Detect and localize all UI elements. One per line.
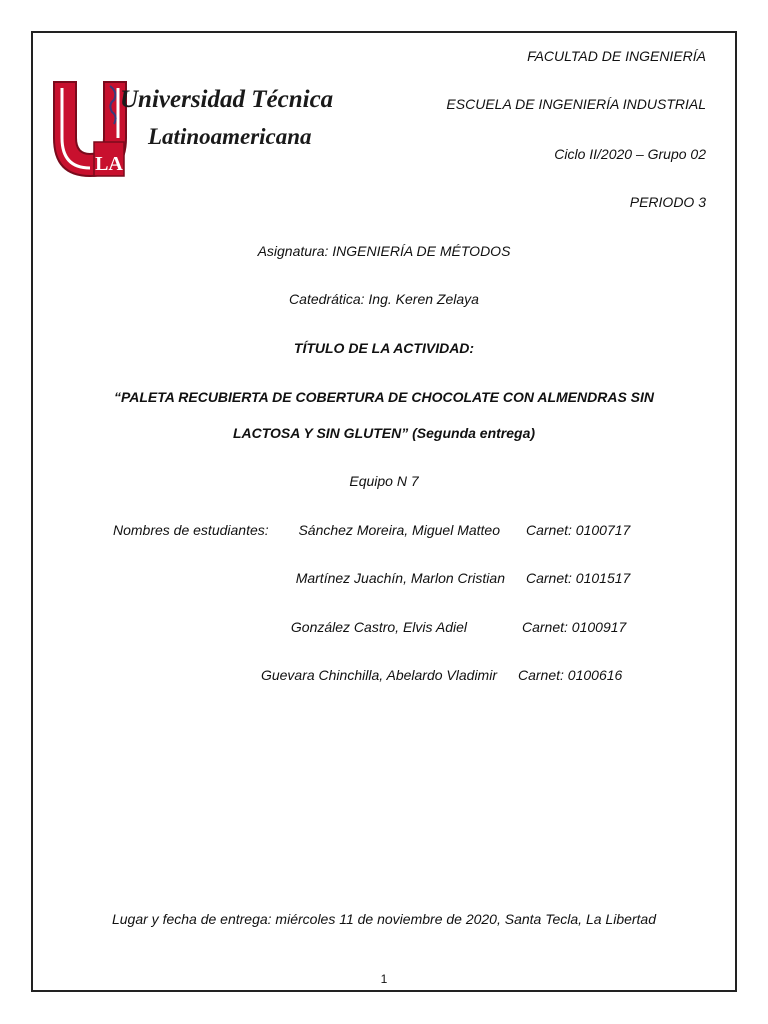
- page-number: 1: [380, 972, 388, 986]
- faculty-name: FACULTAD DE INGENIERÍA: [527, 48, 706, 64]
- place-and-date: Lugar y fecha de entrega: miércoles 11 de noviembre de 2020, Santa Tecla, La Libertad: [111, 911, 657, 927]
- university-logo: [50, 80, 370, 180]
- subject: Asignatura: INGENIERÍA DE MÉTODOS: [257, 243, 511, 259]
- activity-heading: TÍTULO DE LA ACTIVIDAD:: [293, 340, 475, 356]
- activity-title-line-2: LACTOSA Y SIN GLUTEN” (Segunda entrega): [232, 425, 536, 441]
- teacher: Catedrática: Ing. Keren Zelaya: [289, 291, 479, 307]
- student-carnet-4: Carnet: 0100616: [518, 667, 623, 683]
- activity-title-line-1: “PALETA RECUBIERTA DE COBERTURA DE CHOCOLATE CON ALMENDRAS SIN: [113, 389, 655, 405]
- students-label: Nombres de estudiantes:: [113, 522, 269, 538]
- logo-small-letters: LA: [95, 153, 123, 175]
- student-name-1: Sánchez Moreira, Miguel Matteo: [298, 522, 500, 538]
- student-carnet-1: Carnet: 0100717: [526, 522, 631, 538]
- student-name-3: González Castro, Elvis Adiel: [290, 619, 467, 635]
- student-name-4: Guevara Chinchilla, Abelardo Vladimir: [260, 667, 497, 683]
- utla-emblem-icon: [50, 80, 130, 180]
- student-name-2: Martínez Juachín, Marlon Cristian: [295, 570, 505, 586]
- logo-line-1: Universidad Técnica: [120, 86, 334, 113]
- period: PERIODO 3: [629, 194, 706, 210]
- student-carnet-2: Carnet: 0101517: [526, 570, 631, 586]
- school-name: ESCUELA DE INGENIERÍA INDUSTRIAL: [446, 96, 706, 112]
- team-number: Equipo N 7: [349, 473, 419, 489]
- student-carnet-3: Carnet: 0100917: [522, 619, 627, 635]
- cycle-group: Ciclo II/2020 – Grupo 02: [554, 146, 706, 162]
- logo-line-2: Latinoamericana: [148, 124, 312, 149]
